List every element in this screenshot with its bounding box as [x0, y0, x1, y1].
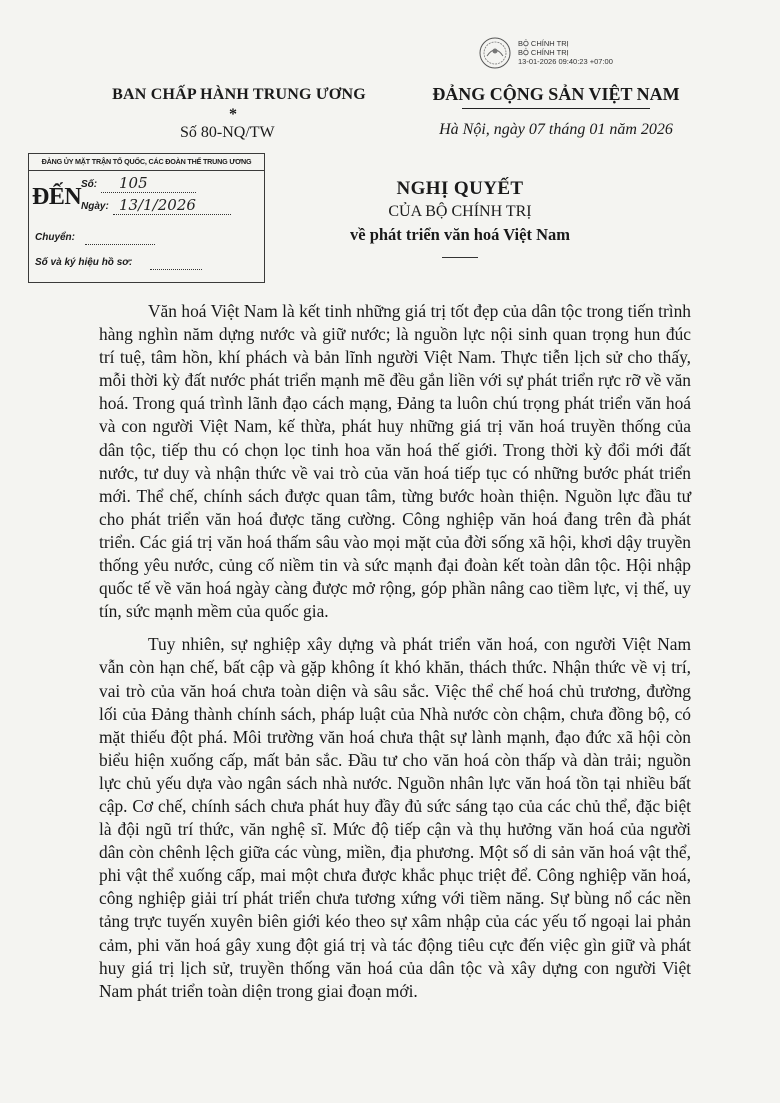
signature-text [518, 39, 613, 66]
stamp-chuyen-label: Chuyển: [35, 232, 75, 243]
stamp-hoso-label: Số và ký hiệu hồ sơ: [35, 257, 133, 268]
stamp-ngay-value: 13/1/2026 [119, 196, 196, 214]
document-number: Số 80-NQ/TW [180, 124, 275, 141]
issuer-name: BAN CHẤP HÀNH TRUNG ƯƠNG [112, 86, 366, 103]
body-paragraph: Văn hoá Việt Nam là kết tinh những giá trị tốt đẹp của dân tộc trong tiến trình hàng nghìn năm dựng nước và giữ nước; là nguồn lực nội sinh quan trọng hun đúc trí tuệ, tâm hồn, khí phách và bản lĩnh người Việt Nam. Thực tiễn lịch sử cho thấy, mỗi thời kỳ đất nước phát triển mạnh mẽ đều gắn liền với sự phát triển rực rỡ về văn hoá. Trong quá trình lãnh đạo cách mạng, Đảng ta luôn chú trọng phát triển văn hoá và con người Việt Nam, kế thừa, phát huy những giá trị văn hoá truyền thống của dân tộc, tiếp thu có chọn lọc tinh hoa văn hoá thế giới. Trong thời kỳ đổi mới đất nước, tư duy và nhận thức về vai trò của văn hoá tiếp tục có những bước phát triển mới. Thể chế, chính sách được quan tâm, từng bước hoàn thiện. Nguồn lực đầu tư cho phát triển văn hoá được tăng cường. Công nghiệp văn hoá đang trên đà phát triển. Các giá trị văn hoá thấm sâu vào mọi mặt của đời sống xã hội, khơi dậy truyền thống yêu nước, củng cố niềm tin và sức mạnh đại đoàn kết toàn dân tộc. Hội nhập quốc tế về văn hoá ngày càng được mở rộng, góp phần nâng cao tiềm lực, vị thế, uy tín, sức mạnh mềm của quốc gia. [99, 301, 691, 622]
signature-signer-2: BỘ CHÍNH TRỊ [518, 48, 569, 57]
stamp-hoso-line [150, 268, 202, 270]
party-name: ĐẢNG CỘNG SẢN VIỆT NAM [432, 84, 680, 104]
document-body [99, 300, 691, 1013]
header-star: * [229, 106, 237, 123]
document-subtitle-topic: về phát triển văn hoá Việt Nam [350, 225, 570, 244]
stamp-organization: ĐẢNG ỦY MẶT TRẬN TỔ QUỐC, CÁC ĐOÀN THỂ TRUNG ƯƠNG [29, 154, 264, 171]
title-divider [442, 257, 478, 258]
party-underline [462, 108, 650, 109]
stamp-chuyen-line [85, 243, 155, 245]
stamp-ngay-label: Ngày: [81, 201, 109, 212]
emblem-icon [478, 36, 512, 70]
stamp-so-line [101, 191, 196, 193]
document-subtitle-issuer: CỦA BỘ CHÍNH TRỊ [388, 203, 532, 220]
signature-signer-1: BỘ CHÍNH TRỊ [518, 39, 569, 48]
body-paragraph: Tuy nhiên, sự nghiệp xây dựng và phát triển văn hoá, con người Việt Nam vẫn còn hạn chế, bất cập và gặp không ít khó khăn, thách thức. Nhận thức về vị trí, vai trò của văn hoá chưa toàn diện và sâu sắc. Việc thể chế hoá chủ trương, đường lối của Đảng thành chính sách, pháp luật của Nhà nước còn chậm, chưa đồng bộ, có mặt thiếu đột phá. Môi trường văn hoá chưa thật sự lành mạnh, đạo đức xã hội còn biểu hiện xuống cấp, mất bản sắc. Đầu tư cho văn hoá còn thấp và dàn trải; nguồn lực chủ yếu dựa vào ngân sách nhà nước. Nguồn nhân lực văn hoá tồn tại nhiều bất cập. Cơ chế, chính sách chưa phát huy đầy đủ sức sáng tạo của các chủ thể, đặc biệt là đội ngũ trí thức, văn nghệ sĩ. Mức độ tiếp cận và thụ hưởng văn hoá của người dân còn chênh lệch giữa các vùng, miền, địa phương. Một số di sản văn hoá vật thể, phi vật thể xuống cấp, mai một chưa được khắc phục triệt để. Công nghiệp văn hoá, công nghiệp giải trí phát triển chưa tương xứng với tiềm năng. Sự bùng nổ các nền tảng trực tuyến xuyên biên giới kéo theo sự xâm nhập của các yếu tố ngoại lai phản cảm, phi văn hoá gây xung đột giá trị và tác động tiêu cực đến việc gìn giữ và phát huy giá trị lịch sử, truyền thống văn hoá của dân tộc và xây dựng con người Việt Nam phát triển toàn diện trong giai đoạn mới. [99, 634, 691, 1001]
received-stamp [28, 153, 265, 283]
stamp-den-label: ĐẾN [32, 184, 82, 210]
place-date: Hà Nội, ngày 07 tháng 01 năm 2026 [439, 121, 673, 138]
signature-timestamp: 13-01-2026 09:40:23 +07:00 [518, 57, 613, 66]
stamp-so-label: Số: [81, 179, 98, 190]
stamp-so-value: 105 [119, 174, 148, 192]
document-title: NGHỊ QUYẾT [396, 178, 524, 199]
digital-signature [478, 36, 678, 70]
